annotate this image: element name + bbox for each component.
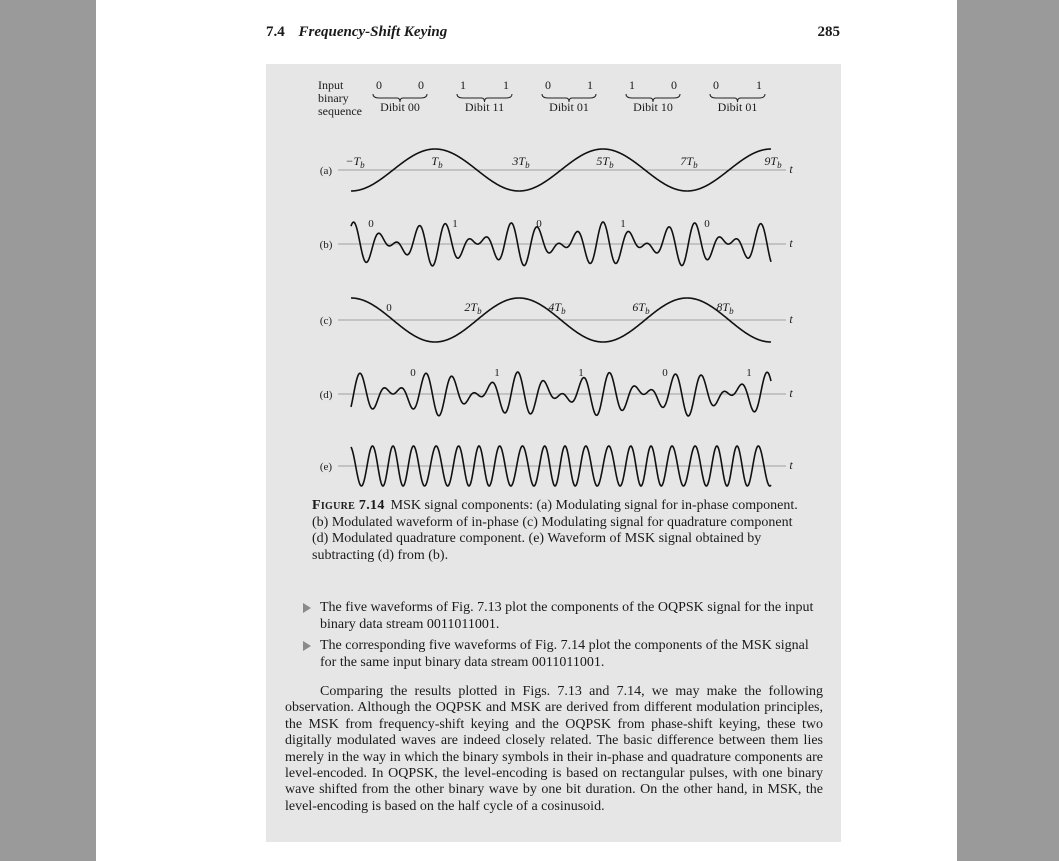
bit-label: 1 — [578, 367, 584, 379]
book-page — [96, 0, 957, 861]
tick-label: 0 — [386, 302, 392, 314]
triangle-bullet-icon — [303, 641, 311, 651]
running-head — [266, 24, 447, 41]
tick-label: $6T_b$ — [632, 300, 650, 316]
input-label-line: sequence — [318, 104, 362, 118]
time-axis-label: t — [789, 236, 793, 250]
dibit-label: Dibit 01 — [549, 100, 589, 114]
input-bit: 0 — [713, 78, 719, 92]
figure-label: Figure 7.14 — [312, 498, 385, 513]
bit-label: 1 — [746, 367, 752, 379]
section-title: Frequency-Shift Keying — [298, 24, 448, 40]
input-label-line: binary — [318, 91, 349, 105]
tick-label: $7T_b$ — [680, 154, 698, 170]
dibit-label: Dibit 01 — [717, 100, 758, 114]
time-axis-label: t — [789, 162, 793, 176]
tick-label: $-T_b$ — [345, 154, 365, 170]
input-bit: 0 — [418, 78, 424, 92]
time-axis-label: t — [789, 458, 793, 472]
time-axis-label: t — [789, 312, 793, 326]
panel-label: (d) — [319, 389, 333, 401]
input-bit: 1 — [756, 78, 762, 92]
waveform-c — [320, 298, 793, 342]
input-sequence-header — [318, 78, 765, 118]
waveform-d — [320, 367, 794, 416]
waveform-b — [320, 218, 794, 266]
tick-label: $T_b$ — [431, 154, 443, 170]
section-number: 7.4 — [266, 24, 285, 40]
input-bit: 0 — [545, 78, 551, 92]
input-bit: 1 — [629, 78, 635, 92]
figure-panel — [266, 64, 841, 842]
bit-label: 1 — [620, 218, 626, 230]
bit-label: 1 — [494, 367, 500, 379]
figure-caption — [312, 498, 812, 564]
panel-label: (a) — [319, 165, 333, 177]
triangle-bullet-icon — [303, 603, 311, 613]
tick-label: $3T_b$ — [512, 154, 530, 170]
waveform-a — [320, 149, 793, 191]
dibit-label: Dibit 10 — [633, 100, 673, 114]
bullet-list — [300, 600, 826, 676]
input-bit: 0 — [671, 78, 677, 92]
bullet-item — [300, 600, 826, 633]
tick-label: $9T_b$ — [764, 154, 782, 170]
figure-caption-text: MSK signal components: (a) Modulating signal for in-phase component. (b) Modulated waveform of in-phase (c) Modulating signal for quadrature component (d) Modulated quadrature component. (e) Waveform of MSK signal obtained by subtracting (d) from (b). — [312, 498, 798, 563]
panel-label: (b) — [319, 239, 333, 251]
panel-label: (e) — [319, 461, 333, 473]
bullet-text: The five waveforms of Fig. 7.13 plot the components of the OQPSK signal for the input binary data stream 0011011001. — [320, 600, 814, 632]
bit-label: 0 — [704, 218, 710, 230]
msk-figure — [266, 64, 841, 496]
input-label-line: Input — [318, 78, 344, 92]
dibit-label: Dibit 00 — [380, 100, 420, 114]
input-bit: 0 — [376, 78, 382, 92]
bit-label: 0 — [662, 367, 668, 379]
tick-label: $2T_b$ — [464, 300, 482, 316]
tick-label: $4T_b$ — [548, 300, 566, 316]
bullet-text: The corresponding five waveforms of Fig. 7.14 plot the components of the MSK signal for the same input binary data stream 0011011001. — [320, 638, 809, 670]
bullet-item — [300, 638, 826, 671]
tick-label: $8T_b$ — [716, 300, 734, 316]
input-bit: 1 — [503, 78, 509, 92]
tick-label: $5T_b$ — [596, 154, 614, 170]
input-bit: 1 — [460, 78, 466, 92]
time-axis-label: t — [789, 386, 793, 400]
bit-label: 1 — [452, 218, 458, 230]
bit-label: 0 — [410, 367, 416, 379]
panel-label: (c) — [319, 315, 333, 327]
input-bit: 1 — [587, 78, 593, 92]
page-number: 285 — [817, 24, 840, 40]
dibit-label: Dibit 11 — [464, 100, 505, 114]
body-paragraph: Comparing the results plotted in Figs. 7.13 and 7.14, we may make the following observation. Although the OQPSK and MSK are derived from different modulation principles, the MSK from frequency-shift keying and the OQPSK from phase-shift keying, these two digitally modulated waves are indeed closely related. The basic difference between them lies merely in the way in which the binary symbols in their in-phase and quadrature components are level-encoded. In OQPSK, the level-encoding is based on rectangular pulses, with one binary wave shifted from the other binary wave by one bit duration. On the other hand, in MSK, the level-encoding is based on the half cycle of a cosinusoid. — [285, 684, 823, 814]
bit-label: 0 — [536, 218, 542, 230]
waveform-e — [320, 446, 793, 486]
bit-label: 0 — [368, 218, 374, 230]
